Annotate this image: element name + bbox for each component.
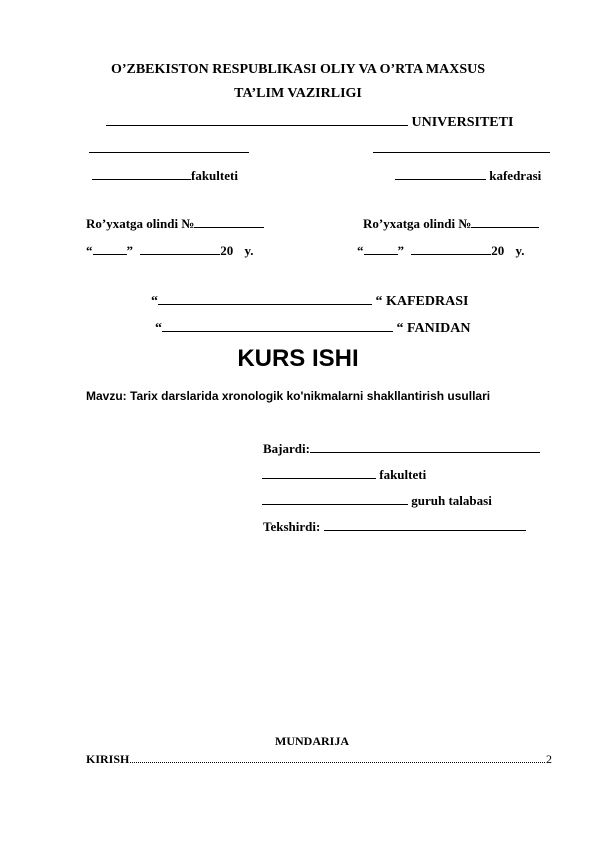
contents-item-page: 2 [546, 752, 552, 766]
fan-line: “ “ FANIDAN [155, 321, 471, 336]
faculty-blank [92, 168, 191, 180]
kafedra-line: “ “ KAFEDRASI [151, 294, 469, 309]
contents-heading: MUNDARIJA [275, 734, 349, 748]
document-title: KURS ISHI [237, 345, 359, 372]
kafedra-label: “ KAFEDRASI [375, 294, 469, 309]
ministry-title-line1: O’ZBEKISTON RESPUBLIKASI OLIY VA O’RTA MAXSUS [110, 62, 486, 77]
guruh-label: guruh talabasi [411, 493, 492, 508]
fakulteti-line [262, 467, 426, 483]
date-right: “ ” 20 y. [357, 243, 525, 258]
university-blank [106, 114, 408, 126]
contents-item[interactable] [86, 752, 552, 767]
fan-label: “ FANIDAN [396, 321, 471, 336]
blank-line-left [89, 141, 249, 157]
bajardi-label: Bajardi: [263, 441, 310, 456]
registration-left [86, 216, 264, 232]
tekshirdi-line [263, 519, 526, 535]
blank-line-right [373, 141, 550, 157]
ministry-title-line2: TA’LIM VAZIRLIGI [234, 86, 362, 101]
fakulteti-label: fakulteti [379, 467, 427, 482]
department-label: kafedrasi [489, 168, 542, 183]
topic: Mavzu: Tarix darslarida xronologik ko'nikmalarni shakllantirish usullari [86, 389, 491, 403]
registration-right-label: Ro’yxatga olindi № [363, 216, 472, 231]
contents-leader [130, 762, 545, 763]
guruh-line [262, 493, 492, 509]
tekshirdi-label: Tekshirdi: [263, 519, 321, 534]
registration-right [363, 216, 539, 232]
faculty-label: fakulteti [191, 168, 238, 183]
faculty-line [92, 168, 238, 184]
department-line [395, 168, 541, 184]
bajardi-line [263, 441, 540, 457]
university-line [106, 114, 513, 131]
department-blank [395, 168, 486, 180]
contents-item-label: KIRISH [86, 752, 130, 766]
university-label: UNIVERSITETI [411, 115, 514, 130]
registration-left-label: Ro’yxatga olindi № [86, 216, 195, 231]
date-left: “ ” 20 y. [86, 243, 254, 258]
